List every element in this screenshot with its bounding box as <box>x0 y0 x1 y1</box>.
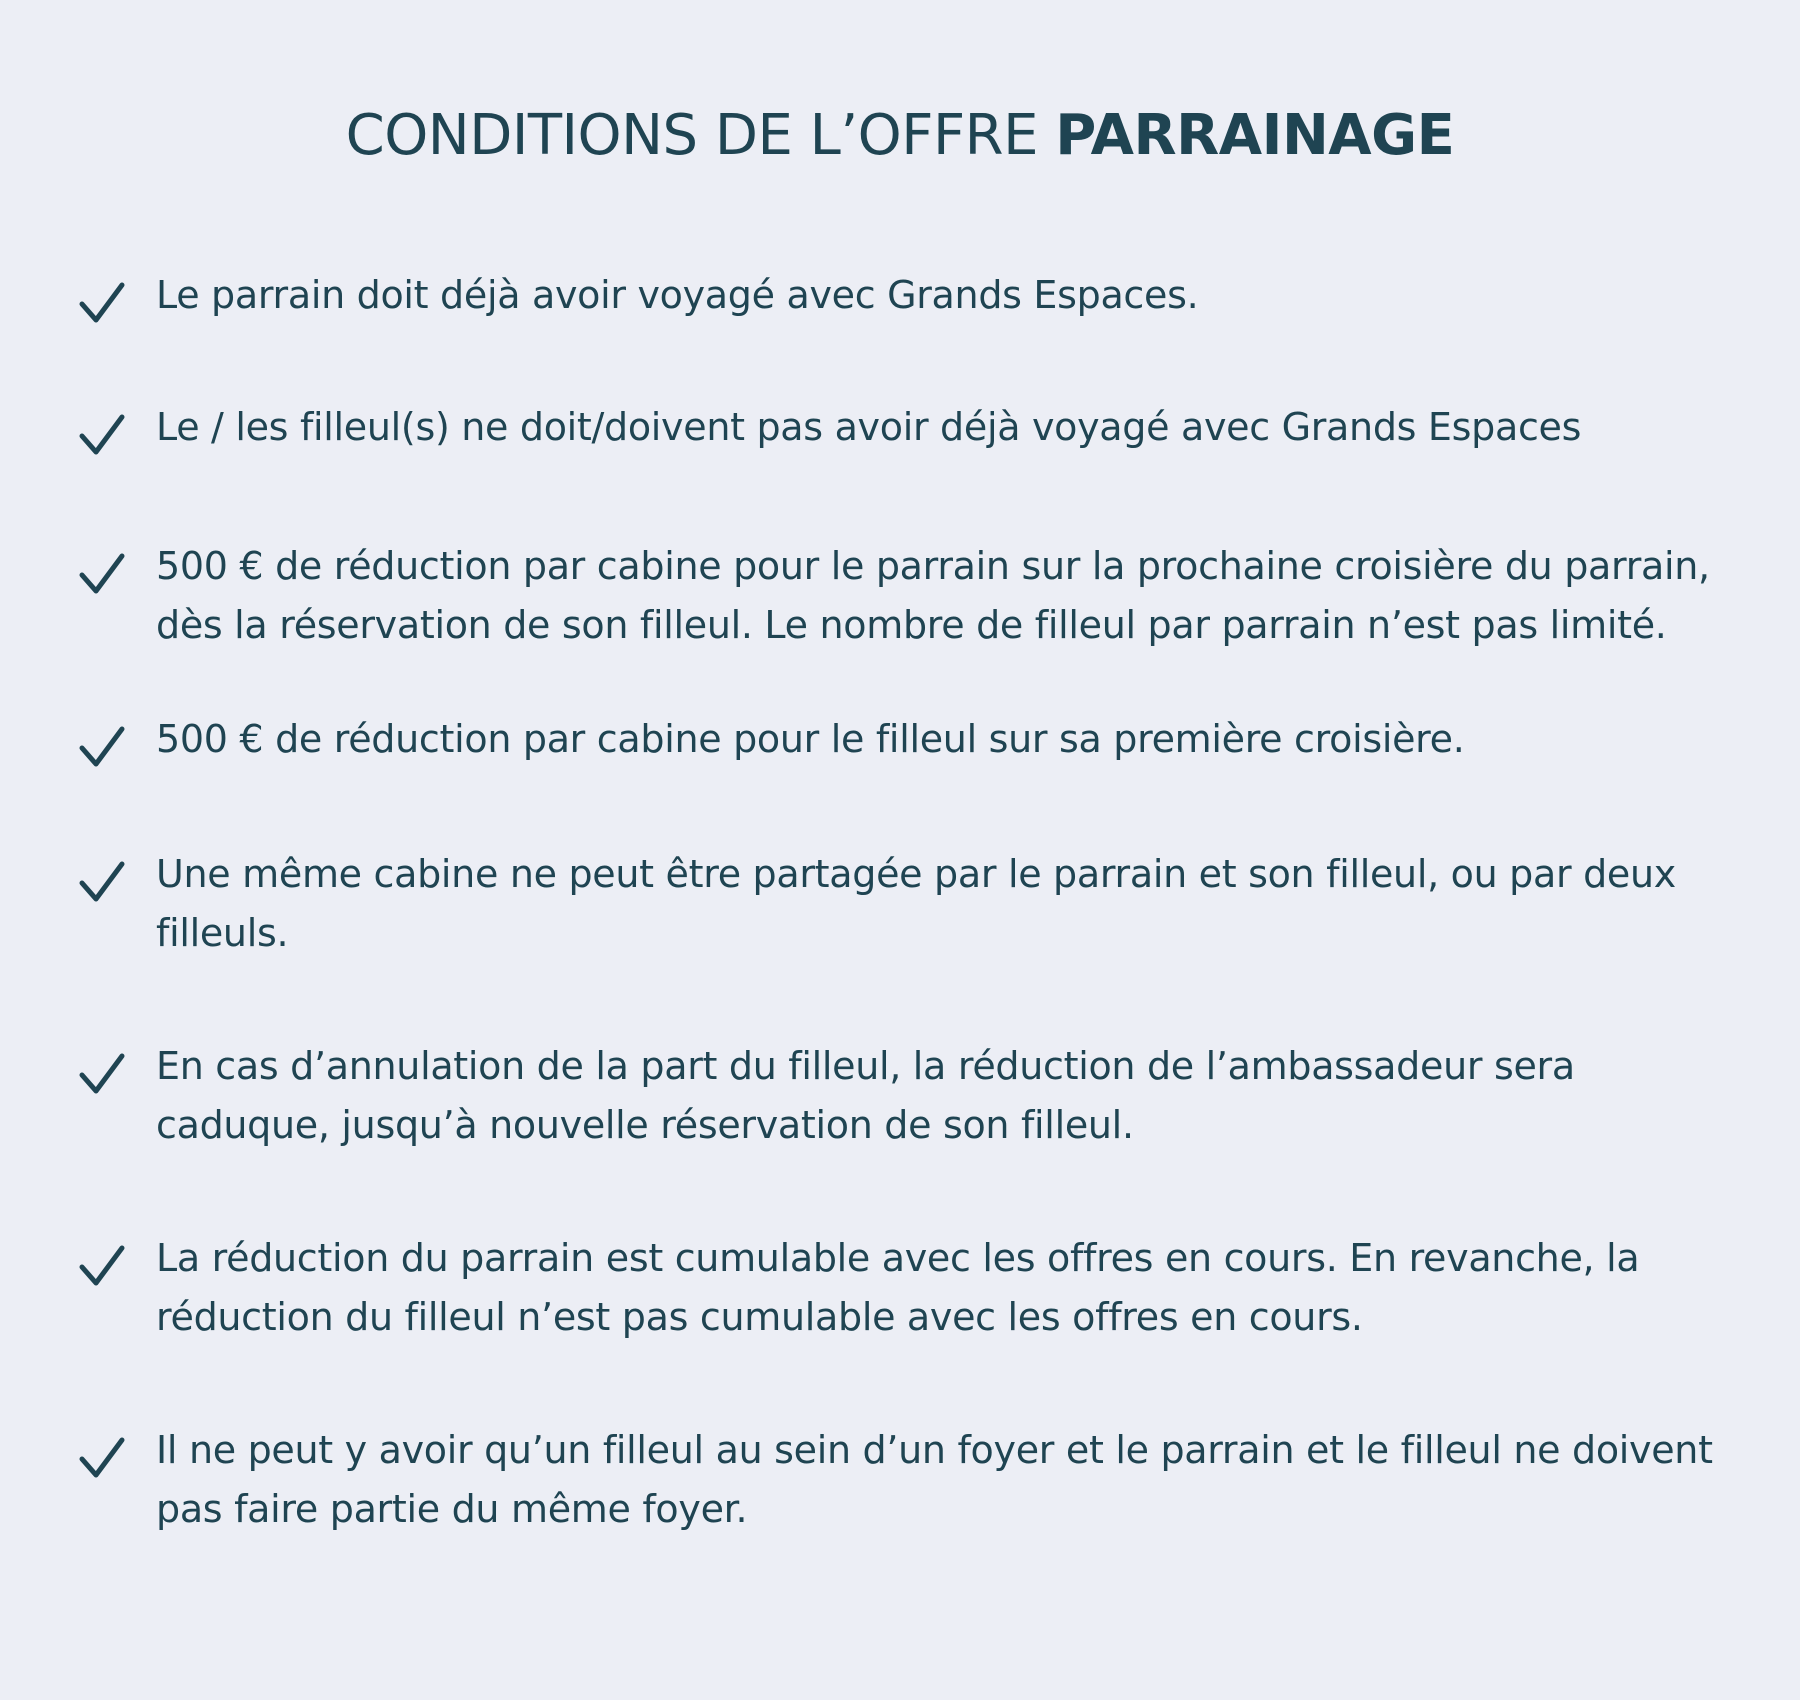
condition-text: Il ne peut y avoir qu’un filleul au sein d’un foyer et le parrain et le filleul ne doivent pas faire partie du même foyer. <box>156 1428 1713 1531</box>
condition-text: Le / les filleul(s) ne doit/doivent pas avoir déjà voyagé avec Grands Espaces <box>156 405 1582 449</box>
checkmark-icon <box>79 412 125 458</box>
checkmark-icon <box>79 1435 125 1481</box>
checkmark-icon <box>79 1243 125 1289</box>
title-emphasis: PARRAINAGE <box>1055 103 1455 168</box>
condition-text: En cas d’annulation de la part du filleul, la réduction de l’ambassadeur sera caduque, jusqu’à nouvelle réservation de son filleul. <box>156 1044 1575 1147</box>
checkmark-icon <box>79 551 125 597</box>
checkmark-icon <box>79 859 125 905</box>
condition-text: 500 € de réduction par cabine pour le parrain sur la prochaine croisière du parrain, dès la réservation de son filleul. Le nombre de filleul par parrain n’est pas limité. <box>156 544 1710 647</box>
condition-text: La réduction du parrain est cumulable avec les offres en cours. En revanche, la réduction du filleul n’est pas cumulable avec les offres en cours. <box>156 1236 1640 1339</box>
page-title <box>0 100 1800 172</box>
title-prefix: CONDITIONS DE L’OFFRE <box>345 103 1056 168</box>
condition-text: Une même cabine ne peut être partagée par le parrain et son filleul, ou par deux filleuls. <box>156 852 1676 955</box>
checkmark-icon <box>79 280 125 326</box>
condition-text: 500 € de réduction par cabine pour le filleul sur sa première croisière. <box>156 717 1465 761</box>
condition-text: Le parrain doit déjà avoir voyagé avec Grands Espaces. <box>156 273 1199 317</box>
checkmark-icon <box>79 1051 125 1097</box>
checkmark-icon <box>79 724 125 770</box>
